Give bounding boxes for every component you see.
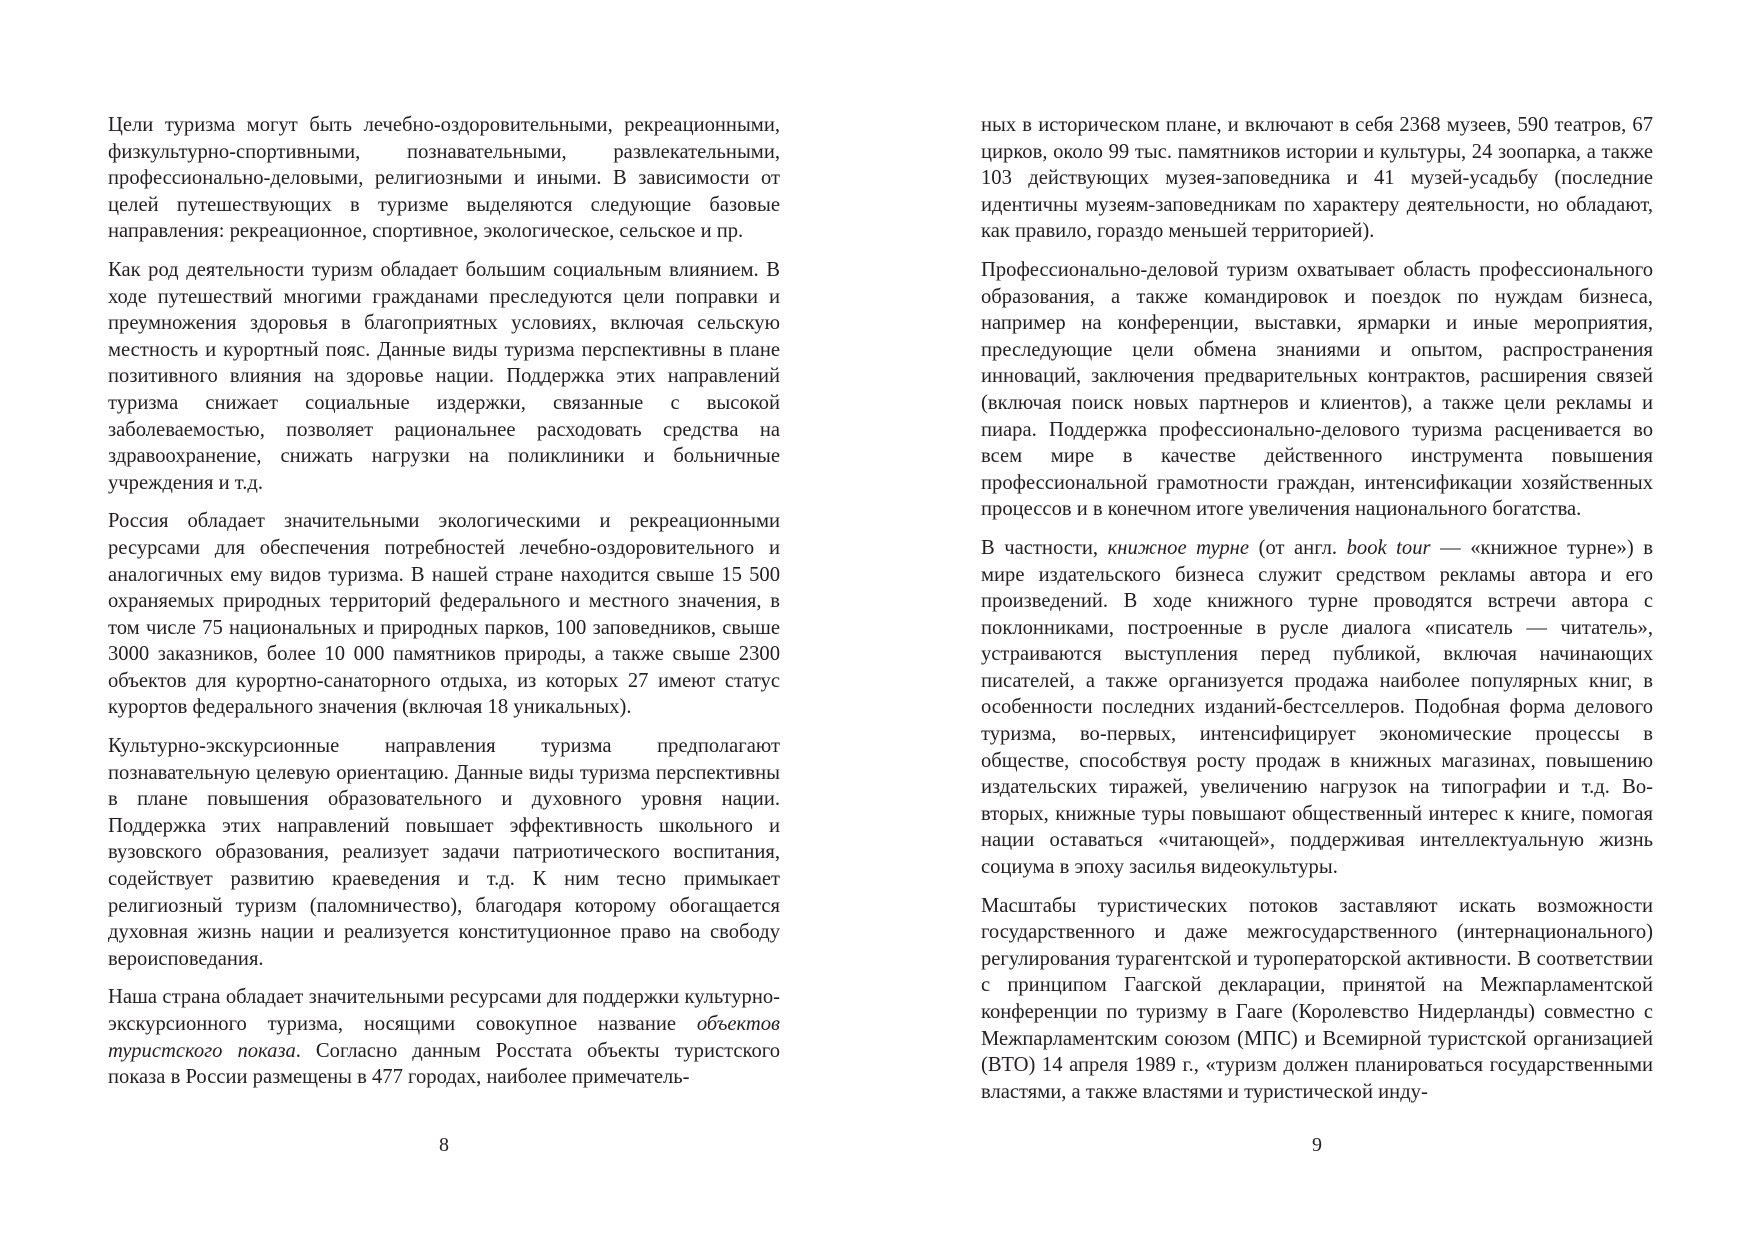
paragraph-text: (от англ. xyxy=(1249,536,1347,559)
paragraph-text: — «книжное турне») в мире издательского бизнеса служит средством рекламы автора и его произведений. В ходе книжного турне проводятся встречи автора с поклонниками, построенные в русле диалога «писатель — читатель», устраиваются выступления перед публикой, включая начинающих писателей, а также организуется продажа наиболее популярных книг, в особенности последних изданий-бестселлеров. Подобная форма делового туризма, во-первых, интенсифицирует экономические процессы в обществе, способствуя росту продаж в книжных магазинах, повышению издательских тиражей, увеличению нагрузок на типографии и т.д. Во-вторых, книжные туры повышают общественный интерес к книге, помогая нации оставаться «читающей», поддерживая интеллектуальную жизнь социума в эпоху засилья видеокультуры. xyxy=(981,536,1653,879)
paragraph xyxy=(981,535,1653,881)
paragraph-text: Наша страна обладает значительными ресурсами для поддержки культурно-экскурсионного туризма, носящими совокупное название xyxy=(108,986,780,1035)
right-page xyxy=(981,112,1653,1117)
paragraph-text: . Согласно данным Росстата объекты туристского показа в России размещены в 477 городах, наиболее примечатель- xyxy=(108,1039,780,1089)
left-page xyxy=(108,112,780,1103)
page-number-left: 8 xyxy=(439,1134,449,1156)
paragraph: Масштабы туристических потоков заставляют искать возможности государственного и даже межгосударственного (интернационального) регулирования турагентской и туроператорской активности. В соответствии с принципом Гаагской декларации, принятой на Межпарламентской конференции по туризму в Гааге (Королевство Нидерланды) совместно с Межпарламентским союзом (МПС) и Всемирной туристской организацией (ВТО) 14 апреля 1989 г., «туризм должен планироваться государственными властями, а также властями и туристической инду- xyxy=(981,894,1653,1103)
paragraph xyxy=(108,984,780,1090)
paragraph: Как род деятельности туризм обладает большим социальным влиянием. В ходе путешествий многими гражданами преследуются цели поправки и преумножения здоровья в благоприятных условиях, включая сельскую местность и курортный пояс. Данные виды туризма перспективны в плане позитивного влияния на здоровье нации. Поддержка этих направлений туризма снижает социальные издержки, связанные с высокой заболеваемостью, позволяет рациональнее расходовать средства на здравоохранение, снижать нагрузки на поликлиники и больничные учреждения и т.д. xyxy=(108,258,780,494)
paragraph: Профессионально-деловой туризм охватывает область профессионального образования, а также командировок и поездок по нуждам бизнеса, например на конференции, выставки, ярмарки и иные мероприятия, преследующие цели обмена знаниями и опытом, распространения инноваций, заключения предварительных контрактов, расширения связей (включая поиск новых партнеров и клиентов), а также цели рекламы и пиара. Поддержка профессионально-делового туризма расценивается во всем мире в качестве действенного инструмента повышения профессиональной грамотности граждан, интенсификации хозяйственных процессов и в конечном итоге увеличения национального богатства. xyxy=(981,258,1653,521)
italic-term: book tour xyxy=(1346,536,1431,559)
paragraph: Культурно-экскурсионные направления туризма предполагают познавательную целевую ориентацию. Данные виды туризма перспективны в плане повышения образовательного и духовного уровня нации. Поддержка этих направлений повышает эффективность школьного и вузовского образования, реализует задачи патриотического воспитания, содействует развитию краеведения и т.д. К ним тесно примыкает религиозный туризм (паломничество), благодаря которому обогащается духовная жизнь нации и реализуется конституционное право на свободу вероисповедания. xyxy=(108,735,780,970)
paragraph: Россия обладает значительными экологическими и рекреационными ресурсами для обеспечения потребностей лечебно-оздоровительного и аналогичных ему видов туризма. В нашей стране находится свыше 15 500 охраняемых природных территорий федерального и местного значения, в том числе 75 национальных и природных парков, 100 заповедников, свыше 3000 заказников, более 10 000 памятников природы, а также свыше 2300 объектов для курортно-санаторного отдыха, из которых 27 имеют статус курортов федерального значения (включая 18 уникальных). xyxy=(108,510,780,719)
paragraph-text: В частности, xyxy=(981,536,1108,559)
page-number-right: 9 xyxy=(1312,1134,1322,1156)
paragraph: ных в историческом плане, и включают в себя 2368 музеев, 590 театров, 67 цирков, около 99 тыс. памятников истории и культуры, 24 зоопарка, а также 103 действующих музея-заповедника и 41 музей-усадьбу (последние идентичны музеям-заповедникам по характеру деятельности, но обладают, как правило, гораздо меньшей территорией). xyxy=(981,114,1653,243)
italic-term: объектов туристского показа xyxy=(108,1013,780,1062)
paragraph: Цели туризма могут быть лечебно-оздоровительными, рекреационными, физкультурно-спортивными, познавательными, развлекательными, профессионально-деловыми, религиозными и иными. В зависимости от целей путешествующих в туризме выделяются следующие базовые направления: рекреационное, спортивное, экологическое, сельское и пр. xyxy=(108,114,780,243)
italic-term: книжное турне xyxy=(1107,536,1250,559)
